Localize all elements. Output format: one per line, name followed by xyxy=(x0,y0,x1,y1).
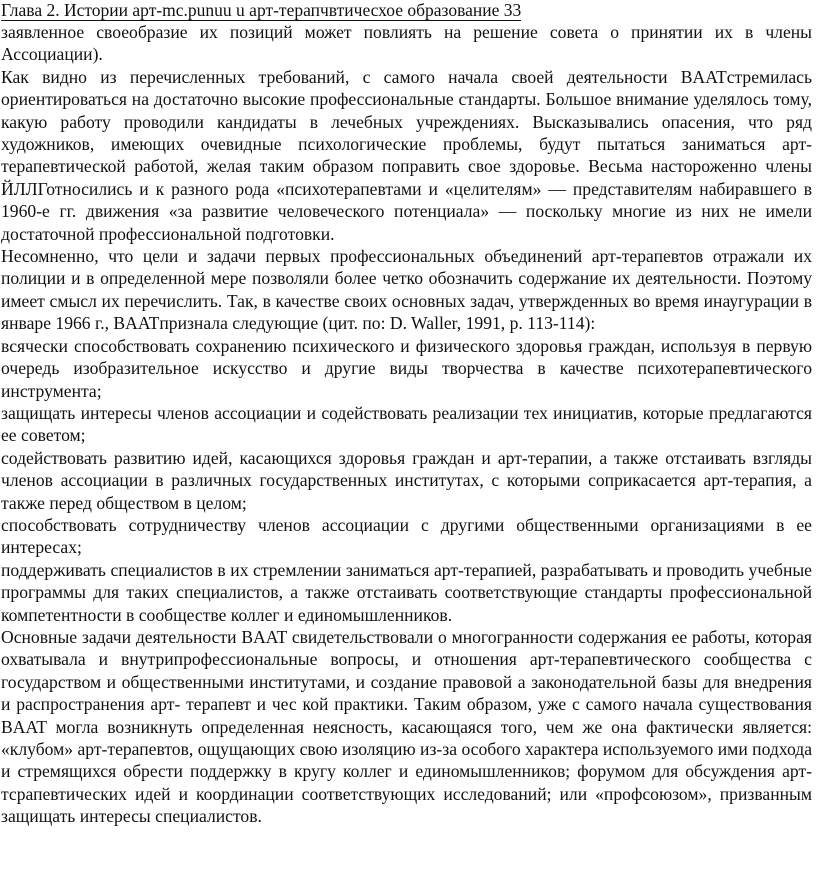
paragraph-summary: Основные задачи деятельности BAAT свидетельствовали о многогранности содержания ее работы, которая охватывала и внутрипрофессиональные вопросы, и отношения арт-терапевтического сообщества с государством и общественными институтами, и создание правовой а законодательной базы для внедрения и распространения арт- терапевт и чес кой практики. Таким образом, уже с самого начала существования BAAT могла возникнуть определенная неясность, касающаяся того, чем же она фактически является: «клубом» арт-терапевтов, ощущающих свою изоляцию из-за особого характера используемого ими подхода и стремящихся обрести поддержку в кругу коллег и единомышленников; форумом для обсуждения арт-тсрапевтических идей и координации соответствующих исследований; или «профсоюзом», призванным защищать интересы специалистов. xyxy=(1,626,812,827)
list-item-goal-1: всячески способствовать сохранению психического и физического здоровья граждан, используя в первую очередь изобразительное искусство и другие виды творчества в качестве психотерапевтического инструмента; xyxy=(1,335,812,401)
paragraph-goals-intro: Несомненно, что цели и задачи первых профессиональных объединений арт-терапевтов отражали их полиции и в определенной мере позволяли более четко обозначить содержание их деятельности. Поэтому имеет смысл их перечислить. Так, в качестве своих основных задач, утвержденных во время инаугурации в январе 1966 г., BAATпризнала следующие (цит. по: D. Waller, 1991, p. 113-114): xyxy=(1,246,812,334)
list-item-goal-3: содействовать развитию идей, касающихся здоровья граждан и арт-терапии, а также отстаивать взгляды членов ассоциации в различных государственных институтах, с которыми соприкасается арт-терапия, а также перед обществом в целом; xyxy=(1,447,812,513)
paragraph-continuation: заявленное своеобразие их позиций может повлиять на решение совета о принятии их в члены Ассоциации). xyxy=(1,22,812,65)
running-header: Глава 2. Истории арт-mc.punuu u арт-терапчвтичесхое образование 33 xyxy=(1,0,522,20)
list-item-goal-2: защищать интересы членов ассоциации и содействовать реализации тех инициатив, которые предлагаются ее советом; xyxy=(1,402,812,446)
paragraph-baat-standards: Как видно из перечисленных требований, с самого начала своей деятельности BAATстремилась ориентироваться на достаточно высокие профессиональные стандарты. Большое внимание уделялось тому, какую работу проводили кандидаты в лечебных учреждениях. Высказывались опасения, что ряд художников, имеющих очевидные психологические проблемы, будут пытаться заниматься арт-терапевтической работой, желая таким образом поправить свое здоровье. Весьма настороженно члены ЙЛЛГотносились и к разного рода «психотерапевтами и «целителям» — представителям набиравшего в 1960-е гг. движения «за развитие человеческого потенциала» — поскольку многие из них не имели достаточной профессиональной подготовки. xyxy=(1,66,812,244)
list-item-goal-4: способствовать сотрудничеству членов ассоциации с другими общественными организациями в ее интересах; xyxy=(1,514,812,558)
list-item-goal-5: поддерживать специалистов в их стремлении заниматься арт-терапией, разрабатывать и проводить учебные программы для таких специалистов, а также отстаивать соответствующие стандарты профессиональной компетентности в сообществе коллег и единомышленников. xyxy=(1,559,812,625)
